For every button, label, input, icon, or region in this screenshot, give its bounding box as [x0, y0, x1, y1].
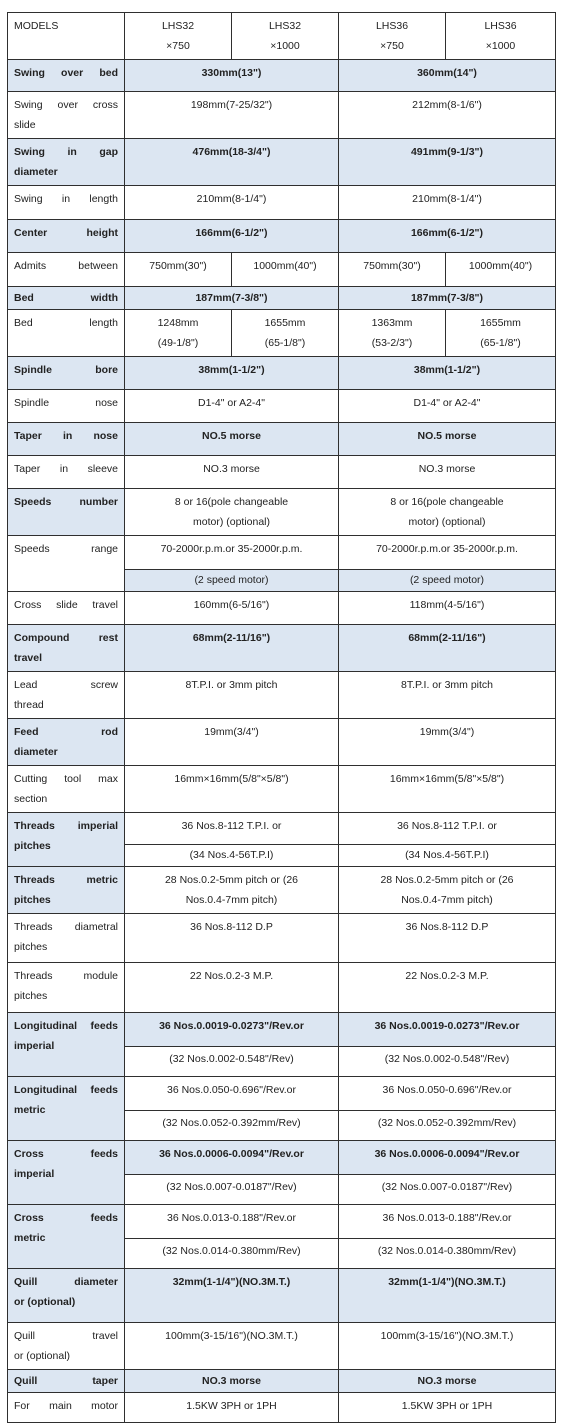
model-header-2: LHS32 ×1000: [232, 13, 339, 60]
value-lhs32-note: (32 Nos.0.052-0.392mm/Rev): [125, 1111, 339, 1141]
row-threads-module-pitches: [8, 963, 556, 1013]
row-admits-between: [8, 253, 556, 287]
row-label: Threads imperial pitches: [8, 813, 125, 867]
value-lhs36-note: (32 Nos.0.052-0.392mm/Rev): [339, 1111, 556, 1141]
value-lhs32: 32mm(1-1/4")(NO.3M.T.): [125, 1269, 339, 1323]
value-lhs32-note: (32 Nos.0.002-0.548"/Rev): [125, 1047, 339, 1077]
row-label: Cross feeds imperial: [8, 1141, 125, 1205]
value-lhs32: 36 Nos.0.050-0.696"/Rev.or: [125, 1077, 339, 1111]
value-lhs36: 187mm(7-3/8"): [339, 287, 556, 310]
value-lhs36: 22 Nos.0.2-3 M.P.: [339, 963, 556, 1013]
value-lhs32: 36 Nos.0.013-0.188"/Rev.or: [125, 1205, 339, 1239]
row-label: Spindle nose: [8, 390, 125, 423]
row-compound-rest-travel: [8, 625, 556, 672]
model-header-1: LHS32 ×750: [125, 13, 232, 60]
row-label: Speeds number: [8, 489, 125, 536]
value-lhs36: 166mm(6-1/2"): [339, 220, 556, 253]
value-lhs32-note: (2 speed motor): [125, 570, 339, 592]
row-cross-feeds-metric: [8, 1205, 556, 1239]
value-lhs36: 70-2000r.p.m.or 35-2000r.p.m.: [339, 536, 556, 570]
value-lhs36: 38mm(1-1/2"): [339, 357, 556, 390]
header-row: [8, 13, 556, 60]
value-lhs32: 210mm(8-1/4"): [125, 186, 339, 220]
row-swing-over-bed: [8, 60, 556, 92]
row-spindle-nose: [8, 390, 556, 423]
value-lhs36-note: (32 Nos.0.014-0.380mm/Rev): [339, 1239, 556, 1269]
row-feed-rod-diameter: [8, 719, 556, 766]
value-lhs36: 36 Nos.0.0019-0.0273"/Rev.or: [339, 1013, 556, 1047]
row-swing-in-length: [8, 186, 556, 220]
row-swing-over-cross-slide: [8, 92, 556, 139]
value-lhs36-note: (32 Nos.0.002-0.548"/Rev): [339, 1047, 556, 1077]
value-lhs36: 19mm(3/4"): [339, 719, 556, 766]
value-lhs32: 166mm(6-1/2"): [125, 220, 339, 253]
value-lhs36: NO.5 morse: [339, 423, 556, 456]
value-lhs32: 22 Nos.0.2-3 M.P.: [125, 963, 339, 1013]
value-lhs32: 476mm(18-3/4"): [125, 139, 339, 186]
value-lhs32: 16mm×16mm(5/8"×5/8"): [125, 766, 339, 813]
row-threads-metric-pitches: [8, 867, 556, 914]
row-label: Cutting tool max section: [8, 766, 125, 813]
row-label: Threads diametral pitches: [8, 914, 125, 963]
value-lhs36: 16mm×16mm(5/8"×5/8"): [339, 766, 556, 813]
row-label: Threads metric pitches: [8, 867, 125, 914]
value-lhs32: 36 Nos.8-112 D.P: [125, 914, 339, 963]
value-lhs32: 38mm(1-1/2"): [125, 357, 339, 390]
value-lhs32-note: (32 Nos.0.007-0.0187"/Rev): [125, 1175, 339, 1205]
value-lhs36: 32mm(1-1/4")(NO.3M.T.): [339, 1269, 556, 1323]
row-label: For main motor: [8, 1393, 125, 1423]
row-label: Taper in nose: [8, 423, 125, 456]
value-lhs36: 212mm(8-1/6"): [339, 92, 556, 139]
model-header-4: LHS36 ×1000: [446, 13, 556, 60]
row-label: Cross slide travel: [8, 592, 125, 625]
value-lhs36-note: (2 speed motor): [339, 570, 556, 592]
value-lhs36: 36 Nos.8-112 D.P: [339, 914, 556, 963]
value-lhs36: 28 Nos.0.2-5mm pitch or (26 Nos.0.4-7mm pitch): [339, 867, 556, 914]
value-lhs36: 118mm(4-5/16"): [339, 592, 556, 625]
row-label: Admits between: [8, 253, 125, 287]
value-lhs36: 100mm(3-15/16")(NO.3M.T.): [339, 1323, 556, 1370]
row-label: Threads module pitches: [8, 963, 125, 1013]
value-lhs32x1000: 1000mm(40"): [232, 253, 339, 287]
value-lhs32: 8T.P.I. or 3mm pitch: [125, 672, 339, 719]
value-lhs32x750: 1248mm (49-1/8"): [125, 310, 232, 357]
row-bed-width: [8, 287, 556, 310]
row-longitudinal-feeds-metric: [8, 1077, 556, 1111]
row-quill-diameter: [8, 1269, 556, 1323]
value-lhs32: 70-2000r.p.m.or 35-2000r.p.m.: [125, 536, 339, 570]
row-label: Longitudinal feeds imperial: [8, 1013, 125, 1077]
row-label: Taper in sleeve: [8, 456, 125, 489]
value-lhs36: 210mm(8-1/4"): [339, 186, 556, 220]
value-lhs32: 36 Nos.8-112 T.P.I. or: [125, 813, 339, 845]
value-lhs32: NO.5 morse: [125, 423, 339, 456]
value-lhs32: 28 Nos.0.2-5mm pitch or (26 Nos.0.4-7mm pitch): [125, 867, 339, 914]
value-lhs32: 330mm(13"): [125, 60, 339, 92]
row-lead-screw-thread: [8, 672, 556, 719]
model-header-3: LHS36 ×750: [339, 13, 446, 60]
value-lhs36: NO.3 morse: [339, 456, 556, 489]
row-label: Center height: [8, 220, 125, 253]
row-label: Feed rod diameter: [8, 719, 125, 766]
value-lhs36: 36 Nos.0.050-0.696"/Rev.or: [339, 1077, 556, 1111]
value-lhs32-note: (34 Nos.4-56T.P.I): [125, 845, 339, 867]
value-lhs36: 8T.P.I. or 3mm pitch: [339, 672, 556, 719]
value-lhs36: 36 Nos.0.013-0.188"/Rev.or: [339, 1205, 556, 1239]
row-label: Swing over cross slide: [8, 92, 125, 139]
row-threads-imperial-pitches: [8, 813, 556, 845]
row-label: Quill taper: [8, 1370, 125, 1393]
row-label: Swing over bed: [8, 60, 125, 92]
row-swing-in-gap: [8, 139, 556, 186]
value-lhs36: 360mm(14"): [339, 60, 556, 92]
value-lhs32: 1.5KW 3PH or 1PH: [125, 1393, 339, 1423]
value-lhs32: 187mm(7-3/8"): [125, 287, 339, 310]
value-lhs36x750: 1363mm (53-2/3"): [339, 310, 446, 357]
row-speeds-number: [8, 489, 556, 536]
row-label: Bed width: [8, 287, 125, 310]
row-longitudinal-feeds-imperial: [8, 1013, 556, 1047]
row-label: Quill travel or (optional): [8, 1323, 125, 1370]
row-label: Longitudinal feeds metric: [8, 1077, 125, 1141]
value-lhs32: 100mm(3-15/16")(NO.3M.T.): [125, 1323, 339, 1370]
row-label: Swing in gap diameter: [8, 139, 125, 186]
value-lhs32: 8 or 16(pole changeable motor) (optional): [125, 489, 339, 536]
value-lhs36x750: 750mm(30"): [339, 253, 446, 287]
row-quill-travel: [8, 1323, 556, 1370]
row-cross-slide-travel: [8, 592, 556, 625]
row-label: Compound rest travel: [8, 625, 125, 672]
row-label: Lead screw thread: [8, 672, 125, 719]
row-label: Spindle bore: [8, 357, 125, 390]
value-lhs32x1000: 1655mm (65-1/8"): [232, 310, 339, 357]
value-lhs36x1000: 1000mm(40"): [446, 253, 556, 287]
value-lhs36: NO.3 morse: [339, 1370, 556, 1393]
row-taper-in-sleeve: [8, 456, 556, 489]
row-cutting-tool-max-section: [8, 766, 556, 813]
value-lhs36x1000: 1655mm (65-1/8"): [446, 310, 556, 357]
row-label: Swing in length: [8, 186, 125, 220]
value-lhs32: 36 Nos.0.0019-0.0273"/Rev.or: [125, 1013, 339, 1047]
row-label: Bed length: [8, 310, 125, 357]
value-lhs32: 198mm(7-25/32"): [125, 92, 339, 139]
row-quill-taper: [8, 1370, 556, 1393]
value-lhs32: 36 Nos.0.0006-0.0094"/Rev.or: [125, 1141, 339, 1175]
value-lhs36: 8 or 16(pole changeable motor) (optional): [339, 489, 556, 536]
value-lhs32: NO.3 morse: [125, 456, 339, 489]
value-lhs36: 1.5KW 3PH or 1PH: [339, 1393, 556, 1423]
row-spindle-bore: [8, 357, 556, 390]
specification-table: [7, 12, 556, 1423]
row-label: Quill diameter or (optional): [8, 1269, 125, 1323]
value-lhs32: 68mm(2-11/16"): [125, 625, 339, 672]
row-speeds-range: [8, 536, 556, 570]
value-lhs36: 68mm(2-11/16"): [339, 625, 556, 672]
value-lhs36-note: (32 Nos.0.007-0.0187"/Rev): [339, 1175, 556, 1205]
row-label: Cross feeds metric: [8, 1205, 125, 1269]
value-lhs32x750: 750mm(30"): [125, 253, 232, 287]
models-label: MODELS: [8, 13, 125, 60]
value-lhs32: 160mm(6-5/16"): [125, 592, 339, 625]
value-lhs36: 36 Nos.0.0006-0.0094"/Rev.or: [339, 1141, 556, 1175]
row-threads-diametral-pitches: [8, 914, 556, 963]
value-lhs36: 36 Nos.8-112 T.P.I. or: [339, 813, 556, 845]
row-taper-in-nose: [8, 423, 556, 456]
value-lhs32: NO.3 morse: [125, 1370, 339, 1393]
row-cross-feeds-imperial: [8, 1141, 556, 1175]
row-label: Speeds range: [8, 536, 125, 592]
row-bed-length: [8, 310, 556, 357]
value-lhs32: 19mm(3/4"): [125, 719, 339, 766]
value-lhs36: D1-4" or A2-4": [339, 390, 556, 423]
row-center-height: [8, 220, 556, 253]
value-lhs32-note: (32 Nos.0.014-0.380mm/Rev): [125, 1239, 339, 1269]
value-lhs32: D1-4" or A2-4": [125, 390, 339, 423]
row-for-main-motor: [8, 1393, 556, 1423]
value-lhs36-note: (34 Nos.4-56T.P.I): [339, 845, 556, 867]
value-lhs36: 491mm(9-1/3"): [339, 139, 556, 186]
